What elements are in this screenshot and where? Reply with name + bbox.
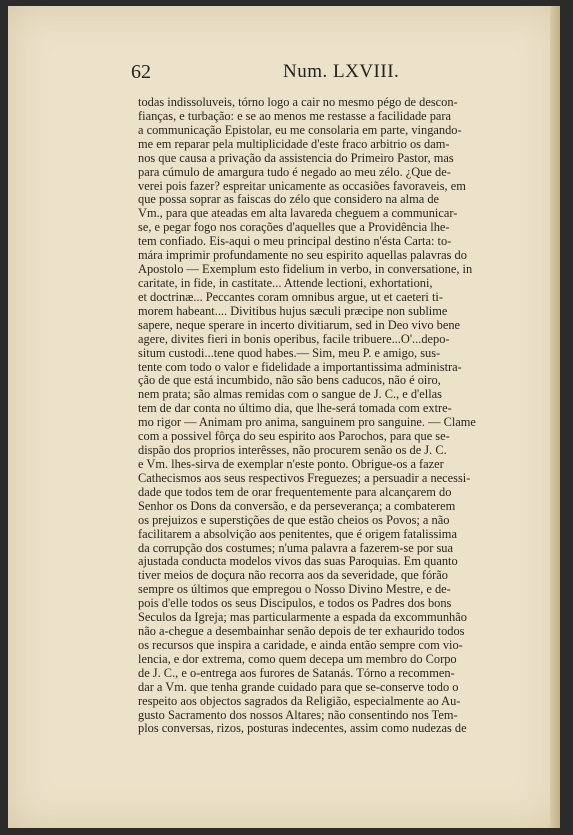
- text-line: plos conversas, rizos, posturas indecentes, assim como nudezas de: [138, 721, 467, 736]
- text-line: Apostolo — Exemplum esto fidelium in verbo, in conversatione, in: [138, 262, 473, 277]
- text-line: Vm., para que ateadas em alta lavareda cheguem a communicar-: [138, 206, 458, 221]
- text-line: morem habeant.... Divitibus hujus sæculi præcipe non sublime: [138, 303, 448, 318]
- text-line: sempre os últimos que empregou o Nosso Divino Mestre, e de-: [138, 582, 451, 597]
- text-line: sapere, neque sperare in incerto divitiarum, sed in Deo vivo bene: [138, 317, 461, 332]
- text-line: os prejuizos e superstições de que estão cheios os Povos; a não: [138, 512, 450, 527]
- text-line: tiver meios de doçura não recorra aos da severidade, que fórão: [138, 568, 448, 583]
- text-line: verei pois fazer? espreitar unicamente as occasiões favoraveis, em: [138, 178, 466, 193]
- text-line: com a possivel fôrça do seu espirito aos Parochos, para que se-: [138, 429, 450, 444]
- text-line: tem confiado. Eis-aqui o meu principal destino n'ésta Carta: to-: [138, 234, 452, 249]
- text-line: pois d'elle todos os seus Discipulos, e todos os Padres dos bons: [138, 596, 452, 611]
- text-line: que possa soprar as faiscas do zélo que considero na alma de: [138, 192, 440, 207]
- text-line: facilitarem a absolvição aos penitentes, que é origem fatalissima: [138, 526, 457, 541]
- text-line: tem de dar conta no último dia, que lhe-será tomada com extre-: [138, 401, 452, 416]
- text-line: gusto Sacramento dos nossos Altares; não consentindo nos Tem-: [138, 707, 458, 722]
- text-line: et doctrinæ... Peccantes coram omnibus argue, ut et caeteri ti-: [138, 289, 443, 304]
- text-line: nos que causa a privação da assistencia do Primeiro Pastor, mas: [138, 150, 454, 165]
- text-line: mo rigor — Animam pro anima, sanguinem pro sanguine. — Clame: [138, 415, 476, 430]
- text-line: os recursos que inspira a caridade, e ainda então sempre com vio-: [138, 637, 463, 652]
- text-line: lencia, e dor extrema, como quem decepa um membro do Corpo: [138, 651, 457, 666]
- text-line: Senhor os Dons da conversão, e da perseverança; a combaterem: [138, 498, 456, 513]
- text-line: todas indissoluveis, tórno logo a cair no mesmo pégo de descon-: [138, 95, 458, 109]
- text-line: e Vm. lhes-sirva de exemplar n'este ponto. Obrigue-os a fazer: [138, 456, 444, 471]
- text-line: dispão dos proprios interêsses, não procurem senão os de J. C.: [138, 443, 447, 458]
- body-text: [138, 96, 526, 736]
- text-line: me em reparar pela multiplicidade d'este fraco arbitrio os dam-: [138, 136, 450, 151]
- book-page: [8, 6, 560, 828]
- text-line: para cúmulo de amargura tudo é negado ao meu zélo. ¿Que de-: [138, 164, 451, 179]
- text-line: tente com todo o valor e fidelidade a importantissima administra-: [138, 359, 462, 374]
- text-line: a communicação Epistolar, eu me consolaria em parte, vingando-: [138, 122, 462, 137]
- text-line: Seculos da Igreja; mas particularmente a espada da excommunhão: [138, 610, 467, 625]
- text-line: de J. C., e o-entrega aos furores de Satanás. Tórno a recommen-: [138, 665, 455, 680]
- page-header: [131, 61, 531, 89]
- running-head: Num. LXVIII.: [283, 61, 400, 82]
- text-line: dade que todos tem de orar frequentemente para alcançarem do: [138, 484, 452, 499]
- text-line: caritate, in fide, in castitate... Attende lectioni, exhortationi,: [138, 275, 433, 290]
- text-line: ajustada conducta modelos vivos das suas Paroquias. Em quanto: [138, 554, 458, 569]
- text-line: Cathecismos aos seus respectivos Freguezes; a persuadir a necessi-: [138, 470, 471, 485]
- text-line: se, e pegar fogo nos corações d'aquelles que a Providência lhe-: [138, 220, 450, 235]
- text-line: não a-chegue a desembainhar senão depois de ter exhaurido todos: [138, 624, 465, 639]
- text-line: respeito aos objectos sagrados da Religião, especialmente ao Au-: [138, 693, 461, 708]
- page-number: 62: [131, 61, 151, 83]
- text-line: mára imprimir profundamente no seu espirito aquellas palavras do: [138, 248, 467, 263]
- text-line: agere, divites fieri in bonis operibus, facile tribuere...O'...depo-: [138, 331, 450, 346]
- text-line: ção de que está incumbido, não são bens caducos, não é oiro,: [138, 373, 441, 388]
- text-line: nem prata; são almas remidas com o sangue de J. C., e d'ellas: [138, 387, 442, 402]
- text-line: situm custodi...tene quod habes.— Sim, meu P. e amigo, sus-: [138, 345, 441, 360]
- text-line: dar a Vm. que tenha grande cuidado para que se-conserve todo o: [138, 679, 459, 694]
- page-edge: [550, 6, 560, 828]
- text-line: fianças, e turbação: e se ao menos me restasse a facilidade para: [138, 108, 452, 123]
- text-line: da corrupção dos costumes; n'uma palavra a fazerem-se por sua: [138, 540, 453, 555]
